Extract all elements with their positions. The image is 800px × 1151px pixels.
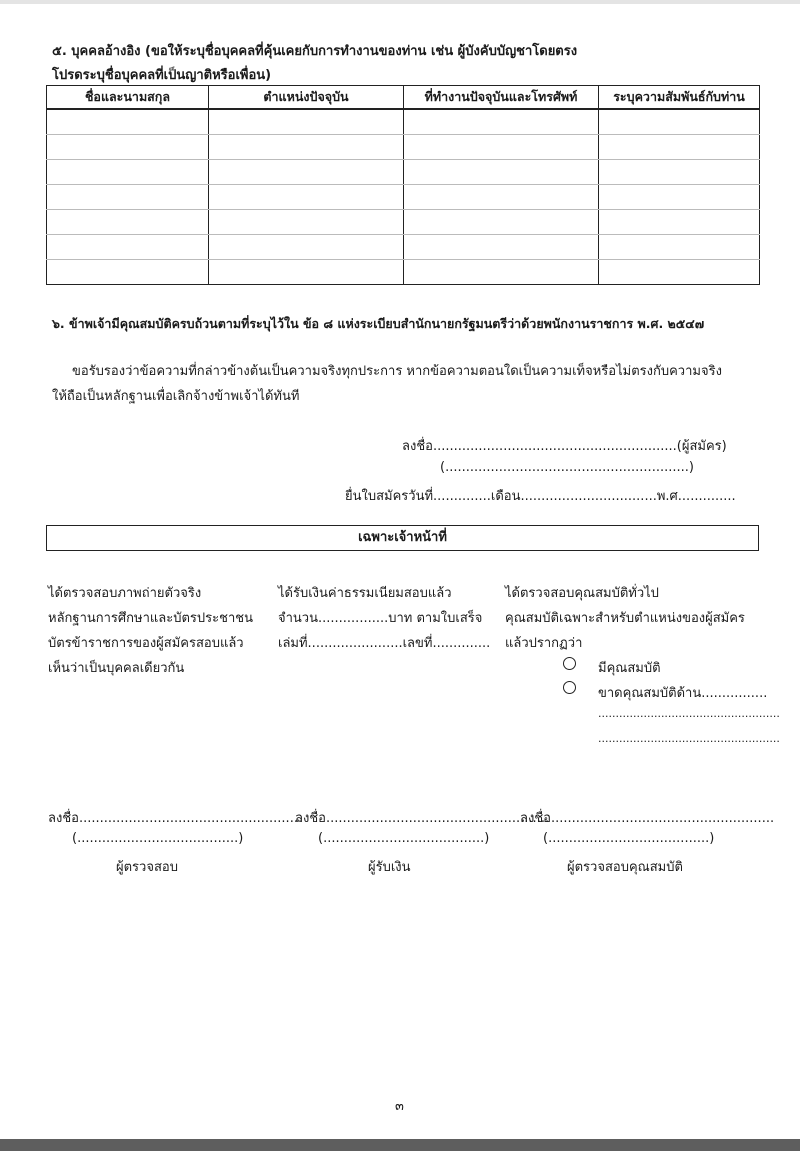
applicant-name-line[interactable]: (...........................................................) [440,460,694,475]
certification-line-1: ขอรับรองว่าข้อความที่กล่าวข้างต้นเป็นความจริงทุกประการ หากข้อความตอนใดเป็นความเท็จหรือไม่ตรงกับความจริง [72,364,722,379]
table-cell[interactable] [599,210,760,235]
table-cell[interactable] [47,235,209,260]
staff-col1-line-3: บัตรข้าราชการของผู้สมัครสอบแล้ว [48,636,244,651]
staff-col1-line-1: ได้ตรวจสอบภาพถ่ายตัวจริง [48,586,202,601]
reference-table-header [47,86,760,110]
role-cashier: ผู้รับเงิน [368,860,411,875]
section5-title: ๕. บุคคลอ้างอิง (ขอให้ระบุชื่อบุคคลที่คุ้นเคยกับการทำงานของท่าน เช่น ผู้บังคับบัญชาโดยตรง [52,44,578,59]
qualified-label: มีคุณสมบัติ [598,661,661,676]
certification-line-2: ให้ถือเป็นหลักฐานเพื่อเลิกจ้างข้าพเจ้าได้ทันที [52,389,300,404]
table-cell[interactable] [599,185,760,210]
signature-line-qualification[interactable]: ลงชื่อ...................................................... [520,811,775,826]
column-header-relationship: ระบุความสัมพันธ์กับท่าน [599,86,760,110]
staff-only-heading: เฉพาะเจ้าหน้าที่ [358,530,447,545]
signature-line-cashier[interactable]: ลงชื่อ...................................................... [295,811,550,826]
table-row [47,160,760,185]
receipt-number-line[interactable]: เล่มที่.......................เลขที่.............. [278,636,491,651]
table-cell[interactable] [209,185,404,210]
reference-table [46,85,760,285]
role-qualification: ผู้ตรวจสอบคุณสมบัติ [567,860,683,875]
table-cell[interactable] [404,160,599,185]
unqualified-detail-line-2[interactable]: .................................................... [598,732,780,745]
table-cell[interactable] [599,235,760,260]
table-row [47,260,760,285]
column-header-workplace: ที่ทำงานปัจจุบันและโทรศัพท์ [404,86,599,110]
table-cell[interactable] [209,235,404,260]
staff-only-box [46,525,759,551]
fee-amount-line[interactable]: จำนวน.................บาท ตามใบเสร็จ [278,611,483,626]
top-scan-edge [0,0,800,4]
table-cell[interactable] [47,109,209,135]
staff-col1-line-2: หลักฐานการศึกษาและบัตรประชาชน [48,611,253,626]
qualified-radio[interactable] [563,657,576,670]
applicant-signature-line[interactable]: ลงชื่อ...........................................................(ผู้สมัคร) [402,439,727,454]
unqualified-detail-line-1[interactable]: .................................................... [598,707,780,720]
table-cell[interactable] [404,210,599,235]
staff-col2-line-1: ได้รับเงินค่าธรรมเนียมสอบแล้ว [278,586,452,601]
section6-title: ๖. ข้าพเจ้ามีคุณสมบัติครบถ้วนตามที่ระบุไว้ใน ข้อ ๘ แห่งระเบียบสำนักนายกรัฐมนตรีว่าด้วยพนักงานราชการ พ.ศ. ๒๕๔๗ [52,316,705,331]
staff-col1-line-4: เห็นว่าเป็นบุคคลเดียวกัน [48,661,185,676]
staff-col3-line-3: แล้วปรากฏว่า [505,636,583,651]
table-cell[interactable] [47,135,209,160]
column-header-name: ชื่อและนามสกุล [47,86,209,110]
table-cell[interactable] [209,160,404,185]
name-line-cashier[interactable]: (.......................................) [318,831,490,846]
signature-line-inspector[interactable]: ลงชื่อ...................................................... [48,811,303,826]
table-cell[interactable] [47,185,209,210]
table-cell[interactable] [599,260,760,285]
table-cell[interactable] [404,260,599,285]
table-cell[interactable] [209,260,404,285]
table-row [47,235,760,260]
table-cell[interactable] [599,160,760,185]
name-line-inspector[interactable]: (.......................................) [72,831,244,846]
page-number: ๓ [395,1099,404,1114]
staff-col3-line-2: คุณสมบัติเฉพาะสำหรับตำแหน่งของผู้สมัคร [505,611,745,626]
table-cell[interactable] [209,210,404,235]
table-cell[interactable] [47,160,209,185]
table-row [47,210,760,235]
table-cell[interactable] [404,135,599,160]
table-cell[interactable] [599,135,760,160]
table-cell[interactable] [404,235,599,260]
table-cell[interactable] [404,185,599,210]
table-cell[interactable] [209,109,404,135]
table-row [47,135,760,160]
bottom-scan-edge [0,1139,800,1151]
column-header-position: ตำแหน่งปัจจุบัน [209,86,404,110]
role-inspector: ผู้ตรวจสอบ [116,860,178,875]
application-date-line[interactable]: ยื่นใบสมัครวันที่..............เดือน.................................พ.ศ.............. [345,489,736,504]
name-line-qualification[interactable]: (.......................................) [543,831,715,846]
table-cell[interactable] [209,135,404,160]
table-row [47,109,760,135]
unqualified-radio[interactable] [563,681,576,694]
table-row [47,185,760,210]
table-cell[interactable] [47,210,209,235]
table-cell[interactable] [47,260,209,285]
unqualified-label[interactable]: ขาดคุณสมบัติด้าน................ [598,686,768,701]
section5-subtitle: โปรดระบุชื่อบุคคลที่เป็นญาติหรือเพื่อน) [52,68,272,83]
table-cell[interactable] [599,109,760,135]
staff-col3-line-1: ได้ตรวจสอบคุณสมบัติทั่วไป [505,586,659,601]
table-cell[interactable] [404,109,599,135]
